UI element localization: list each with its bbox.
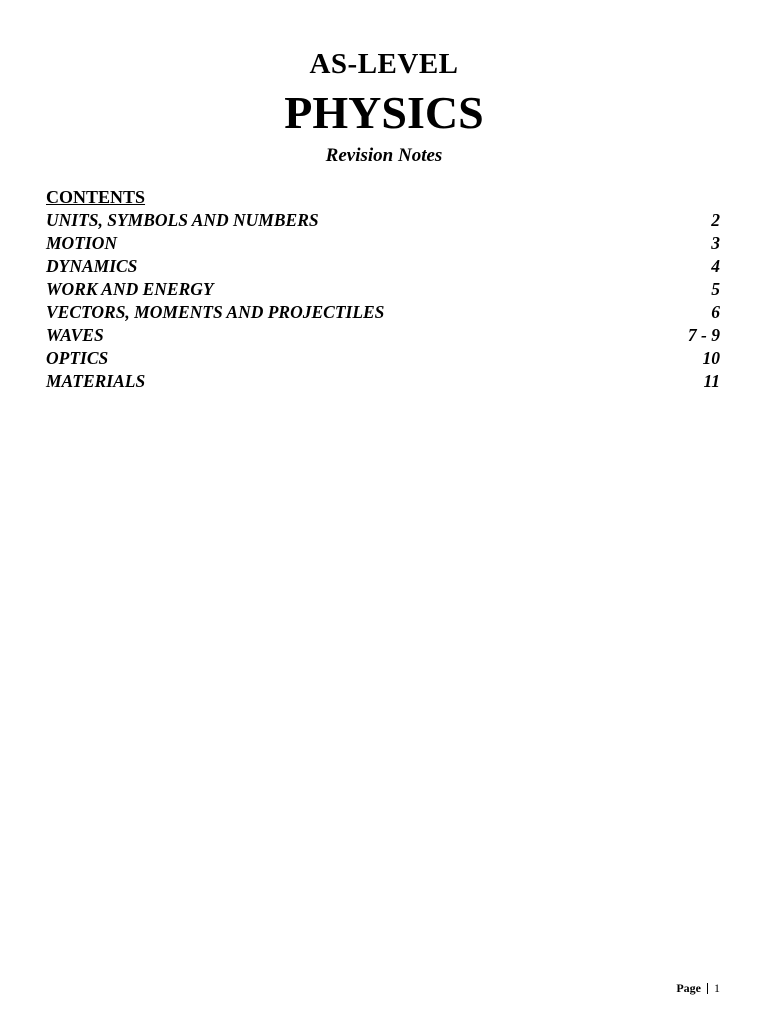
toc-entry-title: MATERIALS bbox=[46, 371, 146, 391]
toc-entry[interactable] bbox=[46, 209, 720, 232]
toc-entry-title: WAVES bbox=[46, 325, 104, 345]
toc-entry-title: MOTION bbox=[46, 233, 117, 253]
page-footer bbox=[676, 979, 720, 997]
contents-heading: CONTENTS bbox=[46, 187, 146, 207]
toc-entry-page: 5 bbox=[711, 279, 720, 299]
toc-entry[interactable] bbox=[46, 370, 720, 393]
toc-entry-title: WORK AND ENERGY bbox=[46, 279, 214, 299]
toc-entry[interactable] bbox=[46, 255, 720, 278]
toc-entry[interactable] bbox=[46, 232, 720, 255]
toc-entry-page: 6 bbox=[711, 302, 720, 322]
toc-entry-page: 3 bbox=[711, 233, 720, 253]
course-level: AS-LEVEL bbox=[309, 48, 459, 80]
toc-entry-title: OPTICS bbox=[46, 348, 109, 368]
toc-entry-page: 4 bbox=[711, 256, 720, 276]
document-title: PHYSICS bbox=[284, 87, 484, 138]
toc-entry-page: 10 bbox=[702, 348, 720, 368]
toc-list bbox=[46, 209, 720, 393]
table-of-contents bbox=[46, 186, 720, 393]
toc-entry-title: VECTORS, MOMENTS AND PROJECTILES bbox=[46, 302, 385, 322]
footer-divider bbox=[707, 983, 708, 994]
document-header bbox=[0, 44, 768, 169]
toc-entry-page: 11 bbox=[703, 371, 720, 391]
toc-entry[interactable] bbox=[46, 278, 720, 301]
toc-entry-page: 2 bbox=[711, 210, 720, 230]
page-label: Page bbox=[676, 981, 701, 995]
toc-entry[interactable] bbox=[46, 324, 720, 347]
page-number: 1 bbox=[714, 981, 720, 995]
toc-entry[interactable] bbox=[46, 347, 720, 370]
toc-entry-title: UNITS, SYMBOLS AND NUMBERS bbox=[46, 210, 319, 230]
toc-entry-page: 7 - 9 bbox=[687, 325, 720, 345]
toc-entry-title: DYNAMICS bbox=[46, 256, 138, 276]
toc-entry[interactable] bbox=[46, 301, 720, 324]
document-subtitle: Revision Notes bbox=[325, 145, 443, 166]
